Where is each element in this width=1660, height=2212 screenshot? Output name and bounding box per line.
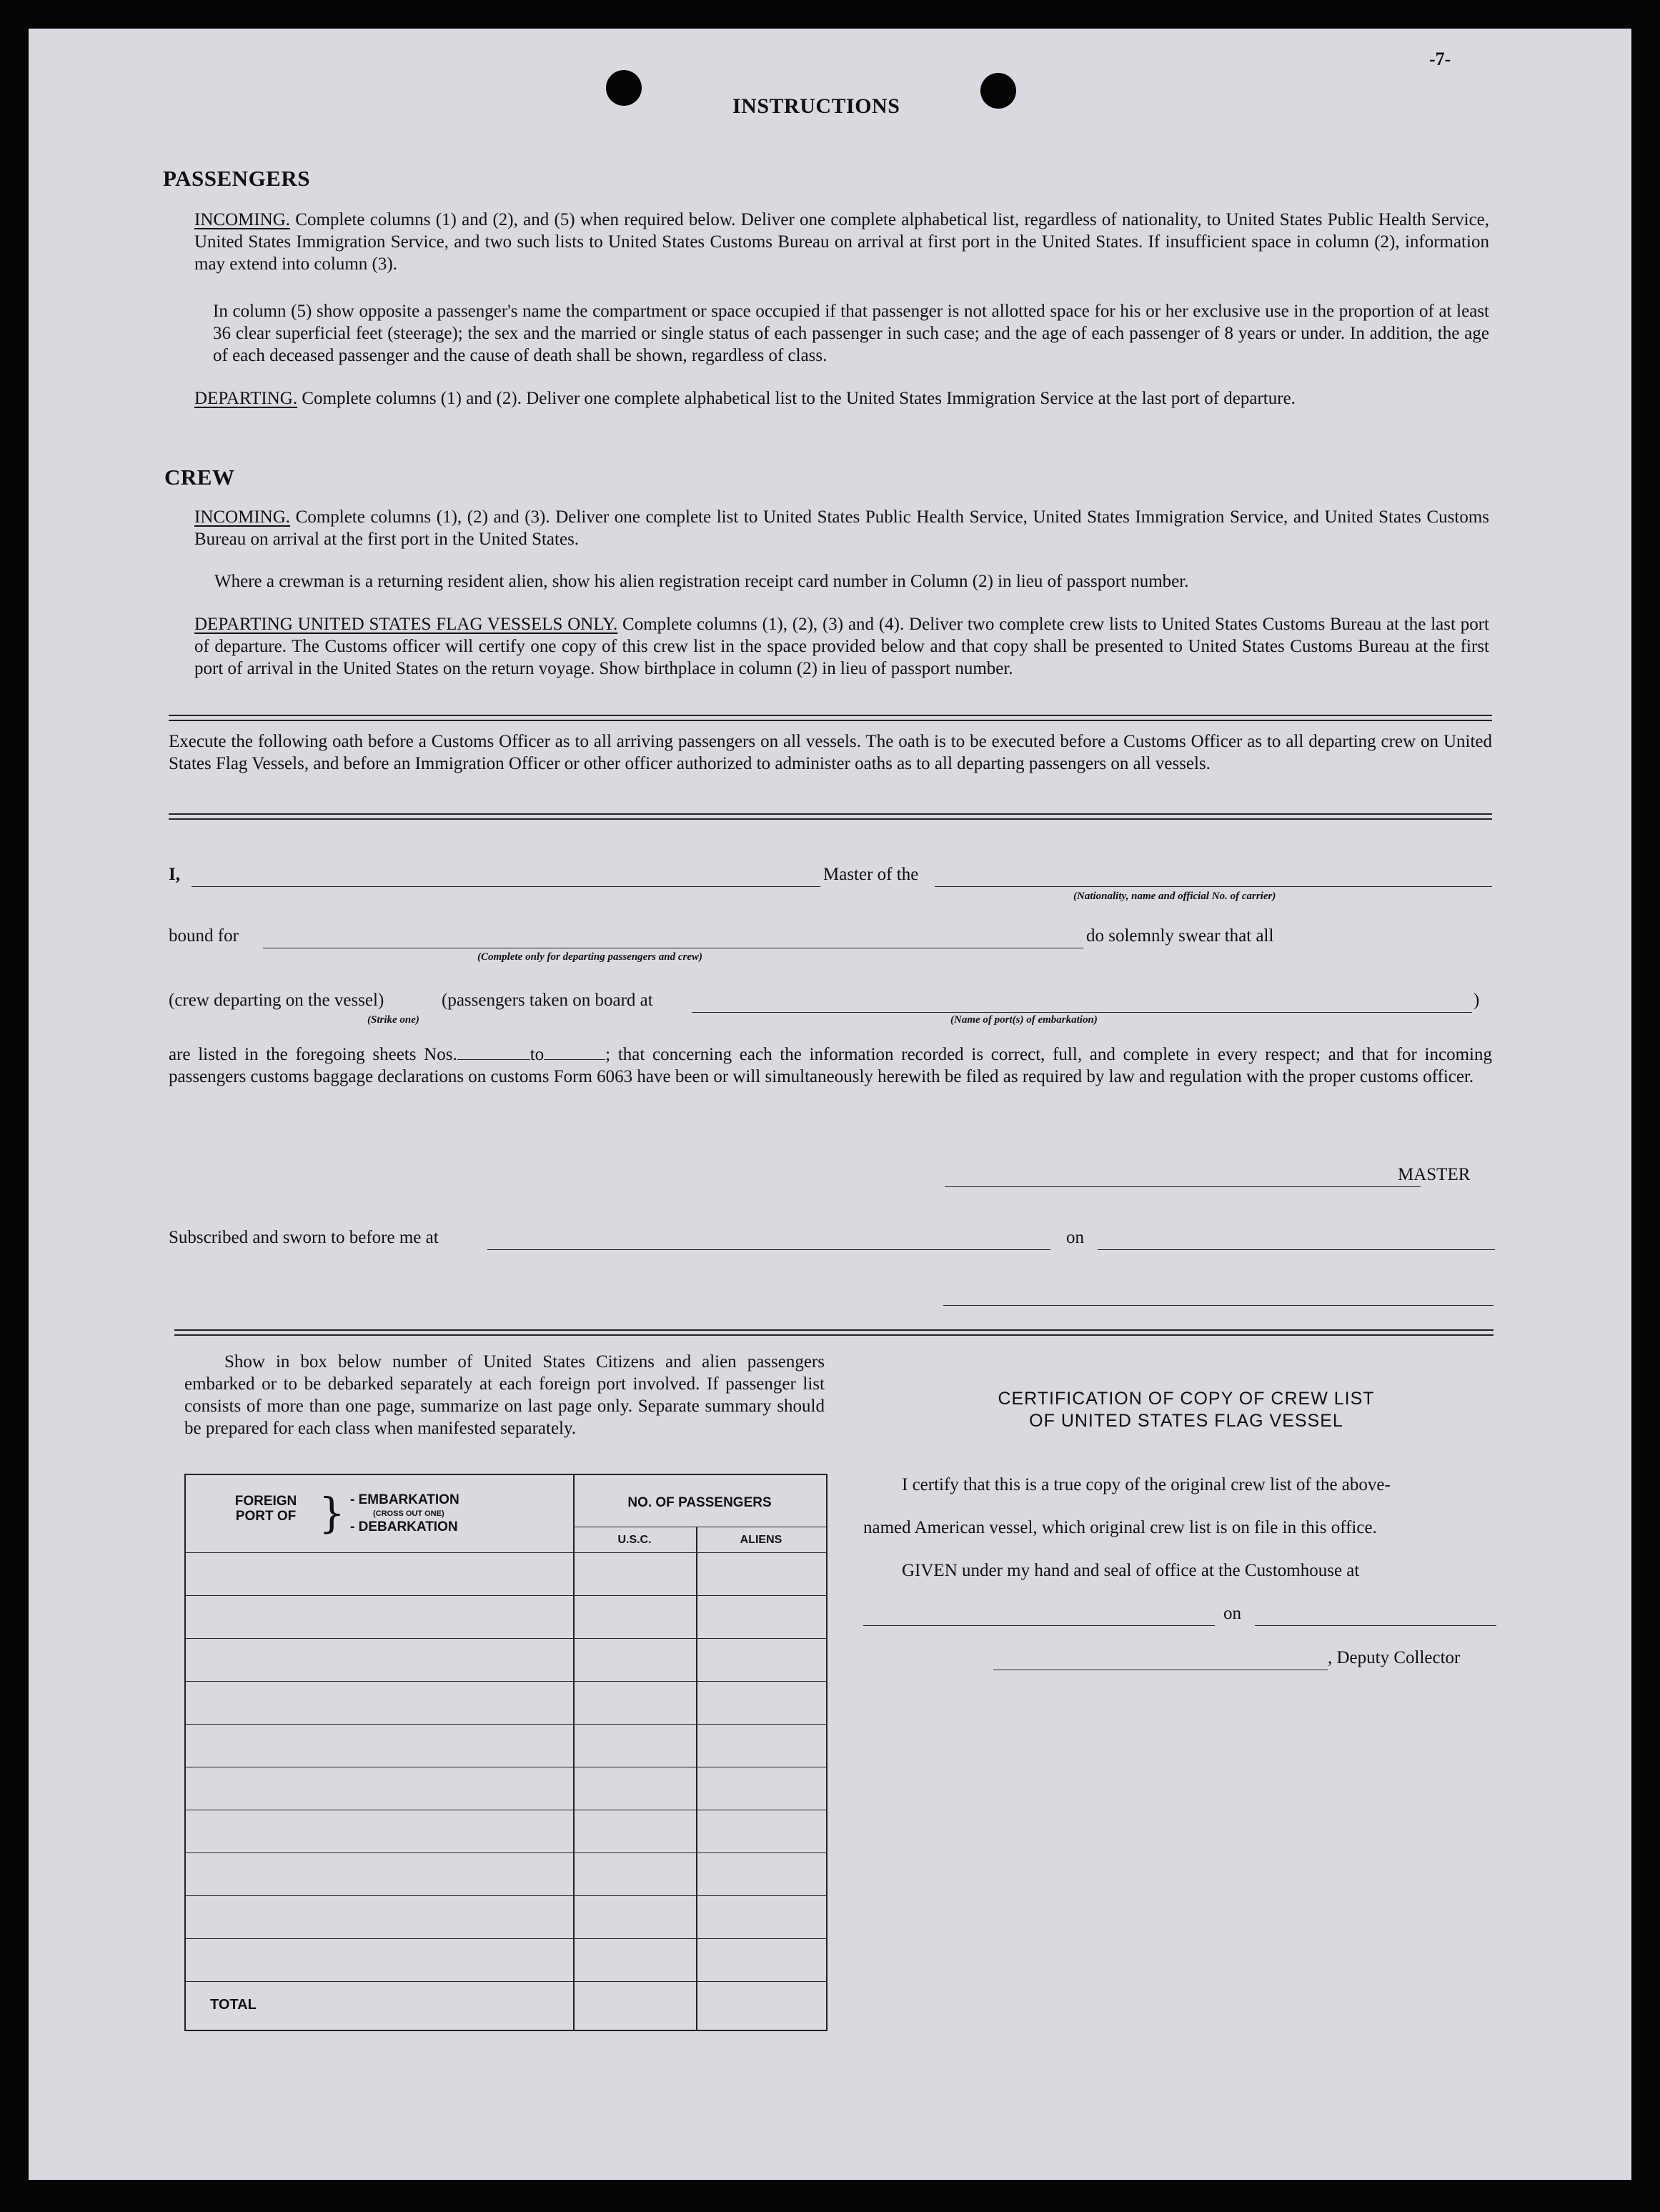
listed-text-b: ; that concerning each the information recorded is correct, full, and complete in every respect; and that for incoming passengers customs baggage declarations on customs Form 6063 have been or will simultaneously herewith be filed as required by law and regulation with the proper customs officer.	[169, 1045, 1492, 1086]
passengers-departing-paragraph	[194, 387, 1489, 410]
cross-out-note: (CROSS OUT ONE)	[373, 1509, 444, 1518]
crew-departing-paragraph	[194, 613, 1489, 680]
certification-on-label: on	[1223, 1604, 1241, 1623]
crew-departing-label: DEPARTING UNITED STATES FLAG VESSELS ONLY.	[194, 615, 618, 634]
summary-instruction: Show in box below number of United States Citizens and alien passengers embarked or to be debarked separately at each foreign port involved. If passenger list consists of more than one page, summarize on last page only. Separate summary should be prepared for each class when manifested separately.	[184, 1352, 825, 1438]
customhouse-field[interactable]	[863, 1611, 1215, 1626]
crew-heading: CREW	[164, 465, 235, 490]
total-label: TOTAL	[210, 1997, 257, 2013]
divider-double-3	[174, 1329, 1493, 1336]
master-name-field[interactable]	[192, 872, 820, 887]
embarkation-header: - EMBARKATION	[350, 1492, 459, 1507]
foreign-port-header: FOREIGN PORT OF	[234, 1494, 297, 1524]
listed-paragraph	[169, 1043, 1492, 1088]
table-row-line	[186, 1724, 826, 1725]
certification-title	[869, 1388, 1504, 1432]
document-page	[29, 29, 1631, 2180]
no-passengers-header: NO. OF PASSENGERS	[627, 1495, 772, 1510]
sheet-to-field[interactable]	[544, 1046, 605, 1060]
page-mark: -7-	[1429, 49, 1451, 69]
table-row-line	[186, 1938, 826, 1939]
sheet-from-field[interactable]	[457, 1046, 530, 1060]
swear-label: do solemnly swear that all	[1086, 926, 1274, 946]
passenger-summary-table	[184, 1474, 827, 2031]
certification-date-field[interactable]	[1255, 1611, 1496, 1626]
ports-caption: (Name of port(s) of embarkation)	[950, 1014, 1098, 1026]
carrier-field[interactable]	[935, 872, 1492, 887]
crew-departing-option[interactable]: (crew departing on the vessel)	[169, 991, 384, 1010]
subscribed-label: Subscribed and sworn to before me at	[169, 1228, 439, 1247]
passengers-column5-paragraph: In column (5) show opposite a passenger's name the compartment or space occupied if that passenger is not allotted space for his or her exclusive use in the proportion of at least 36 clear superficial feet (steerage); the sex and the married or single status of each passenger in such case; and the age of each passenger of 8 years or under. In addition, the age of each deceased passenger and the cause of death shall be shown, regardless of class.	[213, 302, 1489, 365]
certify-line2: named American vessel, which original crew list is on file in this office.	[863, 1518, 1377, 1537]
table-row-line	[186, 1981, 826, 1982]
sworn-on-label: on	[1066, 1228, 1084, 1247]
table-row-line	[186, 1895, 826, 1896]
certification-title-line2: OF UNITED STATES FLAG VESSEL	[1029, 1411, 1343, 1431]
deputy-collector-label: , Deputy Collector	[1328, 1648, 1461, 1667]
crew-incoming-label: INCOMING.	[194, 507, 291, 527]
table-col-divider-1	[573, 1475, 575, 2030]
passengers-incoming-label: INCOMING.	[194, 210, 291, 229]
close-paren: )	[1473, 991, 1480, 1010]
brace-glyph: }	[319, 1489, 345, 1537]
master-label: MASTER	[1398, 1165, 1471, 1184]
sworn-date-field[interactable]	[1098, 1235, 1495, 1250]
table-header-bottom	[186, 1552, 826, 1553]
ports-field[interactable]	[692, 998, 1472, 1013]
listed-text-a: are listed in the foregoing sheets Nos.	[169, 1045, 457, 1064]
master-signature-field[interactable]	[945, 1172, 1421, 1187]
strike-caption: (Strike one)	[367, 1014, 419, 1026]
deputy-signature-field[interactable]	[993, 1655, 1328, 1670]
oath-i-label: I,	[169, 865, 180, 884]
bound-for-field[interactable]	[263, 933, 1083, 948]
crew-departing-text: Complete columns (1), (2), (3) and (4). Deliver two complete crew lists to United States Customs Bureau at the last port of departure. The Customs officer will certify one copy of this crew list in the space provided below and that copy shall be presented to United States Customs Bureau at the first port of arrival in the United States on the return voyage. Show birthplace in column (2) in lieu of passport number.	[194, 615, 1490, 678]
passengers-incoming-paragraph	[194, 209, 1489, 275]
table-row-line	[186, 1595, 826, 1596]
nationality-caption: (Nationality, name and official No. of carrier)	[1073, 891, 1276, 902]
usc-header: U.S.C.	[617, 1534, 652, 1546]
crew-incoming-paragraph	[194, 506, 1489, 550]
certification-title-line1: CERTIFICATION OF COPY OF CREW LIST	[998, 1389, 1375, 1409]
passengers-departing-label: DEPARTING.	[194, 389, 298, 408]
table-col-divider-2	[696, 1527, 697, 2030]
bound-for-label: bound for	[169, 926, 239, 946]
officer-signature-field[interactable]	[943, 1291, 1493, 1306]
punch-hole-left	[606, 70, 642, 106]
page-title: INSTRUCTIONS	[732, 94, 900, 118]
aliens-header: ALIENS	[740, 1534, 782, 1546]
crew-incoming-text: Complete columns (1), (2) and (3). Deliver one complete list to United States Public Health Service, United States Immigration Service, and United States Customs Bureau on arrival at the first port in the United States.	[194, 507, 1490, 549]
complete-caption: (Complete only for departing passengers and crew)	[477, 951, 702, 963]
crew-resident-paragraph: Where a crewman is a returning resident alien, show his alien registration receipt card number in Column (2) in lieu of passport number.	[214, 572, 1189, 591]
divider-double-2	[169, 813, 1492, 820]
passengers-taken-option[interactable]: (passengers taken on board at	[442, 991, 653, 1010]
passengers-incoming-text: Complete columns (1) and (2), and (5) when required below. Deliver one complete alphabetical list, regardless of nationality, to United States Public Health Service, United States Immigration Service, and two such lists to United States Customs Bureau on arrival at first port in the United States. If insufficient space in column (2), information may extend into column (3).	[194, 210, 1490, 274]
listed-to: to	[530, 1045, 545, 1064]
sworn-place-field[interactable]	[487, 1235, 1050, 1250]
certify-line1: I certify that this is a true copy of the original crew list of the above-	[902, 1475, 1391, 1494]
oath-instruction: Execute the following oath before a Customs Officer as to all arriving passengers on all vessels. The oath is to be executed before a Customs Officer as to all departing crew on United States Flag Vessels, and before an Immigration Officer or other officer authorized to administer oaths as to all departing passengers on all vessels.	[169, 732, 1492, 773]
given-text: GIVEN under my hand and seal of office at the Customhouse at	[902, 1561, 1360, 1580]
table-row-line	[186, 1681, 826, 1682]
master-of-label: Master of the	[823, 865, 919, 884]
debarkation-header: - DEBARKATION	[350, 1519, 458, 1534]
divider-double-1	[169, 715, 1492, 721]
passengers-departing-text: Complete columns (1) and (2). Deliver one complete alphabetical list to the United States Immigration Service at the last port of departure.	[302, 389, 1296, 408]
punch-hole-right	[980, 73, 1016, 109]
table-row-line	[186, 1638, 826, 1639]
passengers-heading: PASSENGERS	[163, 166, 310, 191]
